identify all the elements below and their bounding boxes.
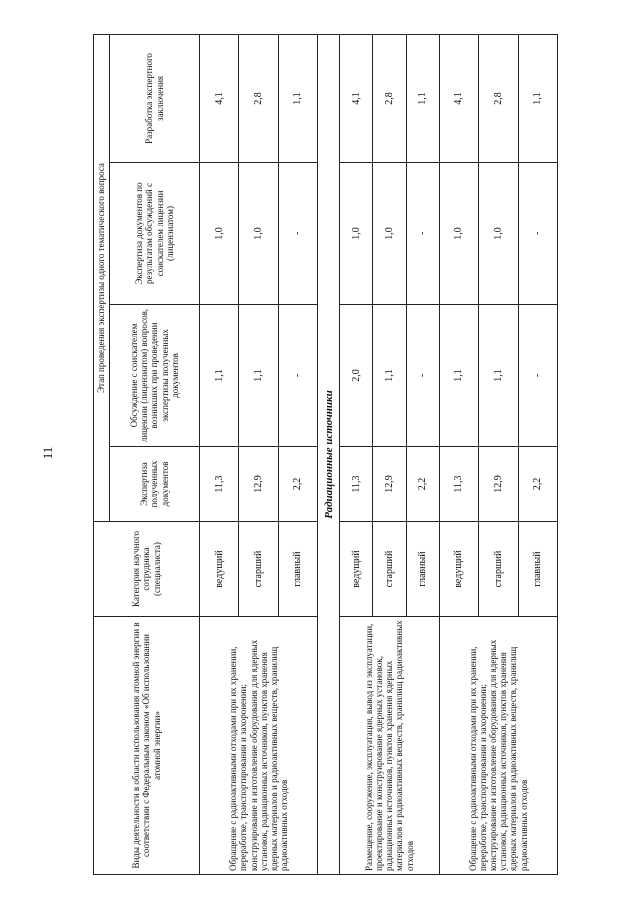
value-cell: - <box>518 305 558 447</box>
value-cell: 2,2 <box>278 447 317 522</box>
category-cell: ведущий <box>340 522 373 617</box>
header-stage-2: Обсуждение с соискателем лицензии (лицензиатом) вопросов, возникших при проведении экспертизы полученных документов <box>110 305 200 447</box>
value-cell: 12,9 <box>373 447 406 522</box>
value-cell: 1,0 <box>200 163 239 305</box>
activity-cell: Обращение с радиоактивными отходами при их хранении, переработке, транспортировании и захоронении; конструирование и изготовление оборудования для ядерных установок, радиационных источников, пунктов хранения ядерных материалов и радиоактивных веществ, хранилищ радиоактивных отходов <box>439 617 557 875</box>
category-cell: главный <box>278 522 317 617</box>
value-cell: - <box>406 305 439 447</box>
activity-cell: Обращение с радиоактивными отходами при их хранении, переработке, транспортировании и захоронении; конструирование и изготовление оборудования для ядерных установок, радиационных источников, пунктов хранения ядерных материалов и радиоактивных веществ, хранилищ радиоактивных отходов <box>200 617 318 875</box>
category-cell: ведущий <box>200 522 239 617</box>
value-cell: - <box>278 305 317 447</box>
value-cell: 1,0 <box>239 163 278 305</box>
value-cell: 4,1 <box>340 34 373 162</box>
value-cell: 1,1 <box>479 305 518 447</box>
header-activity: Виды деятельности в области использования атомной энергии в соответствии с Федеральным законом «Об использовании атомной энергии» <box>94 617 200 875</box>
section-row <box>318 34 340 874</box>
table-row <box>439 34 478 874</box>
value-cell: 1,0 <box>340 163 373 305</box>
value-cell: 2,0 <box>340 305 373 447</box>
value-cell: 12,9 <box>479 447 518 522</box>
value-cell: - <box>518 163 558 305</box>
category-cell: ведущий <box>439 522 478 617</box>
value-cell: 2,8 <box>479 34 518 162</box>
value-cell: 1,1 <box>406 34 439 162</box>
header-category: Категория научного сотрудника (специалиста) <box>94 522 200 617</box>
value-cell: 1,1 <box>439 305 478 447</box>
value-cell: 2,8 <box>373 34 406 162</box>
value-cell: 1,0 <box>373 163 406 305</box>
value-cell: 1,1 <box>373 305 406 447</box>
rotated-table-container <box>93 35 558 875</box>
activity-cell: Размещение, сооружение, эксплуатация, вывод из эксплуатации, проектирование и конструирование ядерных установок, радиационных источников, пунктов хранения ядерных материалов и радиоактивных веществ, хранилищ радиоактивных отходов <box>340 617 439 875</box>
value-cell: 1,1 <box>200 305 239 447</box>
value-cell: 1,1 <box>278 34 317 162</box>
section-title: Радиационные источники <box>318 34 340 874</box>
value-cell: 2,2 <box>518 447 558 522</box>
value-cell: 1,0 <box>439 163 478 305</box>
header-stage-group: Этап проведения экспертизы одного тематического вопроса <box>94 34 110 521</box>
value-cell: 4,1 <box>200 34 239 162</box>
value-cell: 11,3 <box>200 447 239 522</box>
category-cell: главный <box>518 522 558 617</box>
category-cell: старший <box>373 522 406 617</box>
value-cell: 1,1 <box>239 305 278 447</box>
category-cell: старший <box>239 522 278 617</box>
value-cell: 11,3 <box>340 447 373 522</box>
value-cell: 12,9 <box>239 447 278 522</box>
table-row <box>200 34 239 874</box>
expert-norms-table <box>93 34 558 875</box>
value-cell: 2,8 <box>239 34 278 162</box>
header-stage-1: Экспертиза полученных документов <box>110 447 200 522</box>
value-cell: 4,1 <box>439 34 478 162</box>
value-cell: 1,1 <box>518 34 558 162</box>
category-cell: главный <box>406 522 439 617</box>
table-row <box>340 34 373 874</box>
value-cell: 1,0 <box>479 163 518 305</box>
page-number: 11 <box>40 446 55 460</box>
value-cell: 2,2 <box>406 447 439 522</box>
header-stage-3: Экспертиза документов по результатам обсуждений с соискателем лицензии (лицензиатом) <box>110 163 200 305</box>
value-cell: - <box>278 163 317 305</box>
category-cell: старший <box>479 522 518 617</box>
value-cell: 11,3 <box>439 447 478 522</box>
value-cell: - <box>406 163 439 305</box>
header-stage-4: Разработка экспертного заключения <box>110 34 200 162</box>
